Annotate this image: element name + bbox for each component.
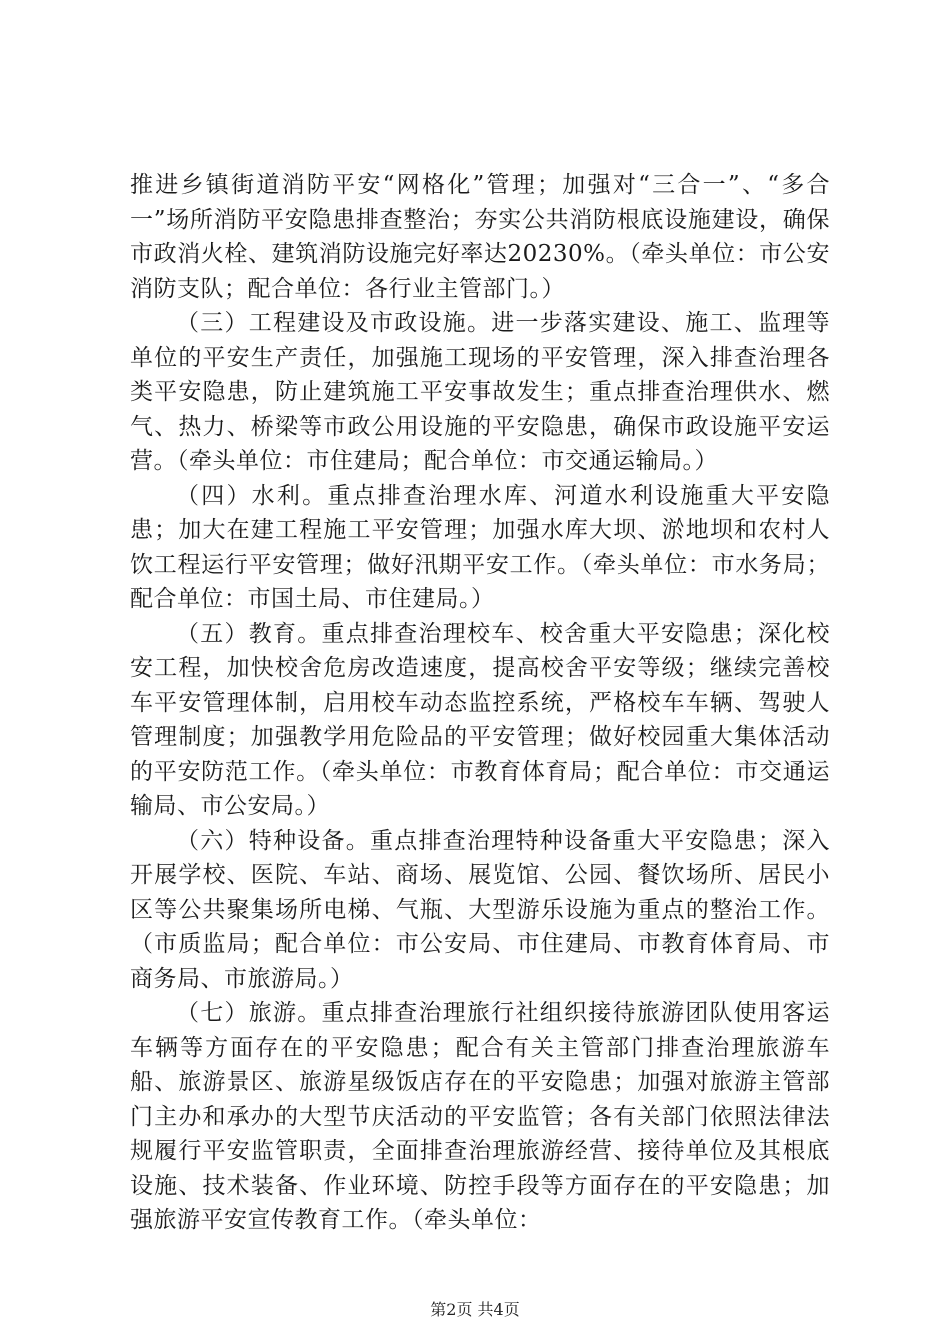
paragraph-water-conservancy: （四）水利。重点排查治理水库、河道水利设施重大平安隐患；加大在建工程施工平安管理；加强水库大坝、淤地坝和农村人饮工程运行平安管理；做好汛期平安工作。（牵头单位：市水务局；配合单位：市国土局、市住建局。） — [130, 482, 830, 612]
paragraph-engineering-municipal: （三）工程建设及市政设施。进一步落实建设、施工、监理等单位的平安生产责任，加强施工现场的平安管理，深入排查治理各类平安隐患，防止建筑施工平安事故发生；重点排查治理供水、燃气、热力、桥梁等市政公用设施的平安隐患，确保市政设施平安运营。（牵头单位：市住建局；配合单位：市交通运输局。） — [130, 310, 830, 474]
document-body — [130, 168, 830, 1238]
paragraph-fire-safety-continued: 推进乡镇街道消防平安“网格化”管理；加强对“三合一”、“多合一”场所消防平安隐患排查整治；夯实公共消防根底设施建设，确保市政消火栓、建筑消防设施完好率达20230%。（牵头单位：市公安消防支队；配合单位：各行业主管部门。） — [130, 172, 830, 302]
paragraph-special-equipment: （六）特种设备。重点排查治理特种设备重大平安隐患；深入开展学校、医院、车站、商场、展览馆、公园、餐饮场所、居民小区等公共聚集场所电梯、气瓶、大型游乐设施为重点的整治工作。（市质监局；配合单位：市公安局、市住建局、市教育体育局、市商务局、市旅游局。） — [130, 827, 830, 992]
page-footer — [0, 1300, 950, 1320]
paragraph-education: （五）教育。重点排查治理校车、校舍重大平安隐患；深化校安工程，加快校舍危房改造速度，提高校舍平安等级；继续完善校车平安管理体制，启用校车动态监控系统，严格校车车辆、驾驶人管理制度；加强教学用危险品的平安管理；做好校园重大集体活动的平安防范工作。（牵头单位：市教育体育局；配合单位：市交通运输局、市公安局。） — [130, 620, 830, 819]
page-number: 第2页 共4页 — [430, 1300, 520, 1319]
paragraph-tourism: （七）旅游。重点排查治理旅行社组织接待旅游团队使用客运车辆等方面存在的平安隐患；配合有关主管部门排查治理旅游车船、旅游景区、旅游星级饭店存在的平安隐患；加强对旅游主管部门主办和承办的大型节庆活动的平安监管；各有关部门依照法律法规履行平安监管职责，全面排查治理旅游经营、接待单位及其根底设施、技术装备、作业环境、防控手段等方面存在的平安隐患；加强旅游平安宣传教育工作。（牵头单位： — [130, 1000, 830, 1233]
